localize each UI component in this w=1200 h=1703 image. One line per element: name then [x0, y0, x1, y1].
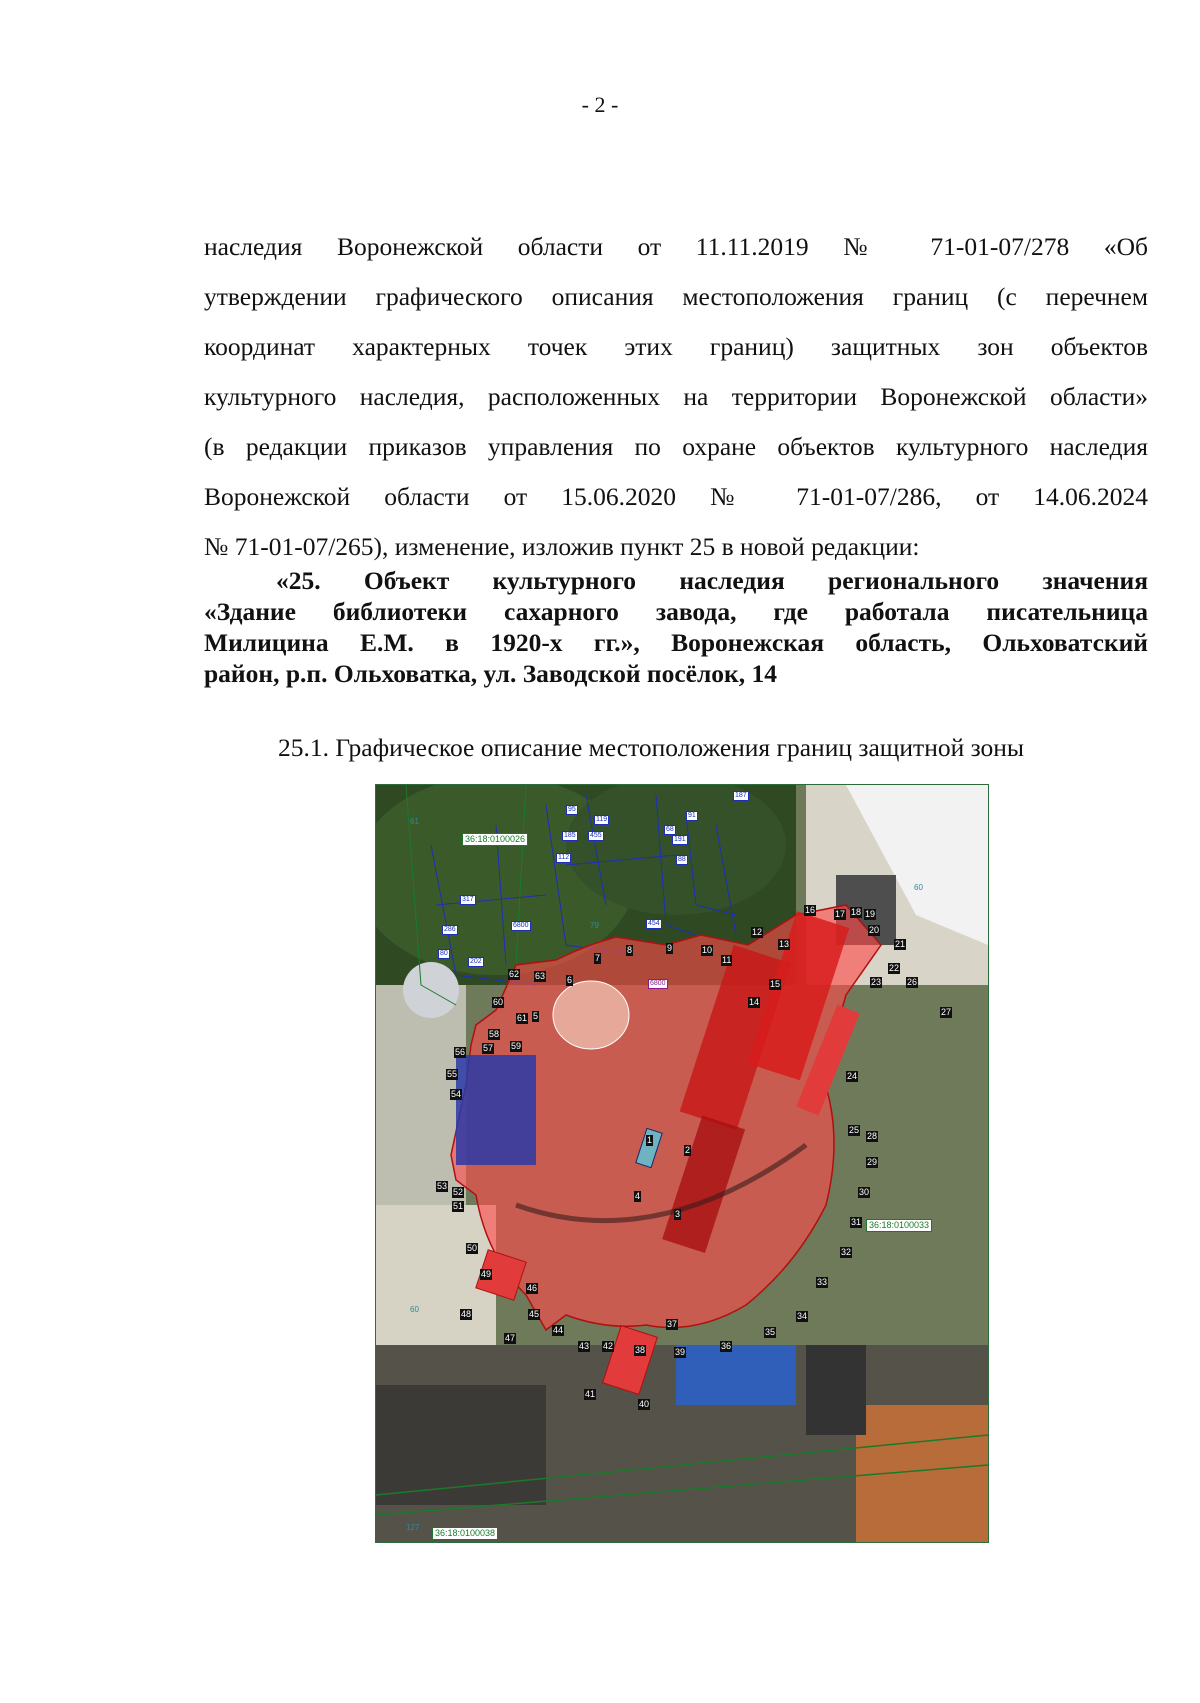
point-label: 37 [667, 1319, 678, 1329]
zone-label: 6800 [650, 980, 666, 987]
parcel-number: 187 [735, 792, 747, 799]
point-label: 31 [851, 1217, 862, 1227]
parcel-number: 91 [688, 812, 696, 819]
point-label: 28 [867, 1131, 878, 1141]
parcel-number: 317 [462, 896, 474, 903]
point-label: 14 [749, 997, 760, 1007]
point-label: 38 [635, 1345, 646, 1355]
point-label: 34 [797, 1311, 808, 1321]
point-label: 6 [567, 975, 573, 985]
page-number: - 2 - [581, 92, 619, 117]
body-line: Воронежской области от 15.06.2020 № 71-01-07/286, от 14.06.2024 [204, 482, 1148, 511]
parcel-number: 79 [590, 921, 599, 930]
point-label: 58 [489, 1029, 500, 1039]
point-label: 55 [447, 1069, 458, 1079]
point-label: 13 [779, 939, 790, 949]
parcel-number: 455 [590, 832, 602, 839]
cadastral-label: 36:18:0100033 [866, 1219, 932, 1232]
parcel-number: 286 [444, 926, 456, 933]
point-label: 11 [722, 955, 732, 965]
point-label: 18 [851, 907, 862, 917]
point-label: 43 [579, 1341, 590, 1351]
point-label: 4 [635, 1191, 641, 1201]
point-label: 21 [895, 939, 906, 949]
point-label: 39 [675, 1347, 686, 1357]
body-line: культурного наследия, расположенных на территории Воронежской области» [204, 382, 1148, 411]
section-subheading: 25.1. Графическое описание местоположения границ защитной зоны [278, 733, 1025, 762]
point-label: 59 [511, 1041, 522, 1051]
point-label: 12 [752, 927, 763, 937]
body-line: координат характерных точек этих границ) защитных зон объектов [204, 332, 1148, 361]
point-label: 45 [529, 1309, 540, 1319]
parcel-number: 95 [568, 806, 576, 813]
body-line: наследия Воронежской области от 11.11.2019 № 71-01-07/278 «Об [204, 232, 1148, 261]
heading-line: «25. Объект культурного наследия регионального значения [276, 566, 1148, 595]
protective-zone-map [375, 784, 989, 1543]
body-paragraph [204, 222, 1148, 572]
point-label: 54 [451, 1089, 462, 1099]
parcel-number: 61 [410, 817, 419, 826]
parcel-number: 112 [558, 854, 570, 861]
point-label: 23 [871, 977, 882, 987]
point-label: 56 [455, 1047, 466, 1057]
cadastral-label: 36:18:0100038 [432, 1527, 498, 1540]
parcel-number: 119 [596, 816, 608, 823]
point-label: 48 [461, 1309, 472, 1319]
parcel-number: 80 [440, 950, 448, 957]
point-label: 15 [770, 979, 781, 989]
point-label: 1 [647, 1135, 653, 1145]
point-label: 19 [865, 909, 876, 919]
point-label: 26 [907, 977, 918, 987]
point-label: 41 [585, 1389, 596, 1399]
point-label: 32 [841, 1247, 852, 1257]
parcel-number: 68 [666, 826, 674, 833]
point-label: 62 [509, 969, 520, 979]
parcel-number: 185 [564, 832, 576, 839]
heading-line: Милицина Е.М. в 1920-х гг.», Воронежская область, Ольховатский [204, 628, 1148, 657]
point-label: 46 [527, 1283, 538, 1293]
heading-line: «Здание библиотеки сахарного завода, где работала писательница [204, 597, 1148, 626]
point-label: 16 [805, 905, 816, 915]
point-label: 44 [553, 1325, 564, 1335]
point-label: 61 [517, 1013, 528, 1023]
point-label: 22 [889, 963, 900, 973]
parcel-number: 60 [410, 1305, 419, 1314]
point-label: 3 [675, 1209, 681, 1219]
point-label: 17 [835, 909, 846, 919]
point-label: 49 [481, 1269, 492, 1279]
point-label: 40 [639, 1399, 650, 1409]
point-label: 24 [847, 1071, 858, 1081]
point-label: 29 [867, 1157, 878, 1167]
object-heading [204, 565, 1148, 689]
point-label: 50 [467, 1243, 478, 1253]
point-label: 42 [603, 1341, 614, 1351]
point-label: 52 [453, 1187, 464, 1197]
point-label: 30 [859, 1187, 870, 1197]
parcel-number: 88 [678, 856, 686, 863]
parcel-number: 202 [470, 958, 482, 965]
point-label: 9 [667, 943, 673, 953]
point-label: 53 [437, 1181, 448, 1191]
point-label: 5 [533, 1011, 539, 1021]
parcel-number: 454 [648, 920, 660, 927]
parcel-number: 6800 [513, 922, 529, 929]
cadastral-label: 36:18:0100026 [462, 833, 528, 846]
body-line: (в редакции приказов управления по охране объектов культурного наследия [204, 432, 1148, 461]
heading-line: район, р.п. Ольховатка, ул. Заводской посёлок, 14 [204, 659, 777, 688]
point-label: 47 [505, 1333, 516, 1343]
point-label: 35 [765, 1327, 776, 1337]
point-label: 33 [817, 1277, 828, 1287]
point-label: 27 [941, 1007, 952, 1017]
parcel-number: 191 [674, 836, 686, 843]
point-label: 10 [702, 945, 713, 955]
point-label: 20 [869, 925, 880, 935]
point-label: 36 [721, 1341, 732, 1351]
point-label: 63 [535, 971, 546, 981]
parcel-number: 127 [406, 1523, 420, 1532]
point-label: 60 [493, 997, 504, 1007]
parcel-number: 60 [914, 883, 923, 892]
body-line: утверждении графического описания местоположения границ (с перечнем [204, 282, 1148, 311]
point-label: 57 [483, 1043, 494, 1053]
point-label: 8 [627, 945, 633, 955]
point-label: 7 [595, 953, 601, 963]
point-label: 25 [849, 1125, 860, 1135]
body-line: № 71-01-07/265), изменение, изложив пункт 25 в новой редакции: [204, 532, 920, 561]
point-label: 51 [453, 1201, 464, 1211]
point-label: 2 [685, 1145, 691, 1155]
